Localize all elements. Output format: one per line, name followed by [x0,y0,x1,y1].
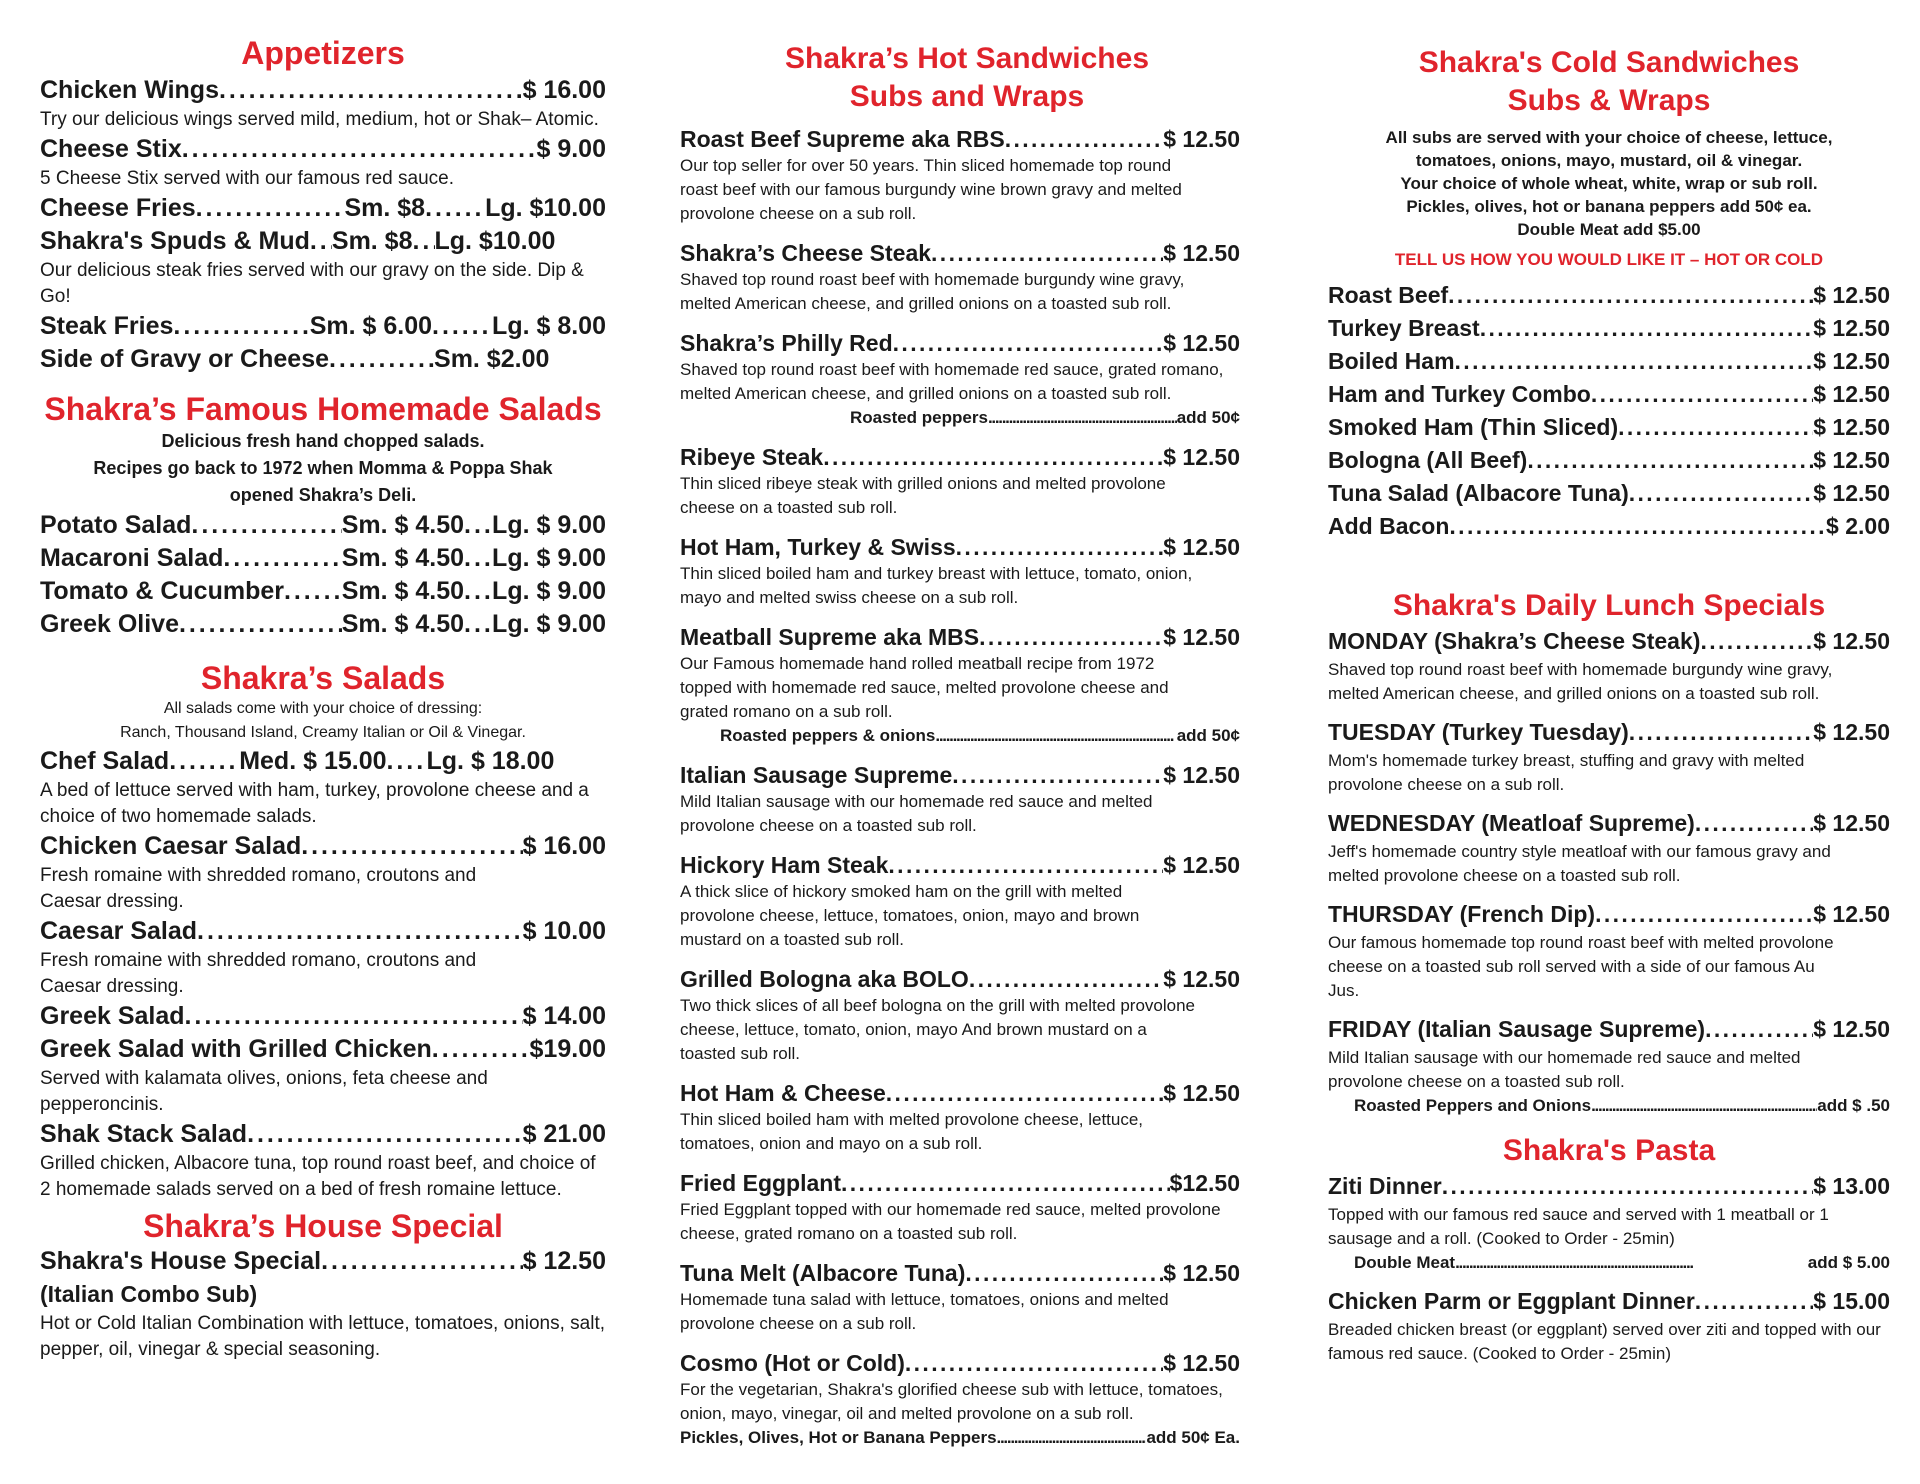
menu-item-title: Italian Sausage Supreme . . . $ 12.50 [680,760,1240,790]
hot-sandwiches-heading: Shakra’s Hot Sandwiches [784,42,1149,75]
menu-item-title: Hot Ham & Cheese . . . $ 12.50 [680,1078,1240,1108]
hot-sandwich-item [680,1168,1240,1246]
hot-sandwich-item [680,328,1240,430]
item-description: Shaved top round roast beef with homemade red sauce, grated romano, melted American cheese, and grilled onions on a toasted sub roll. [680,360,1224,403]
menu-item-greek-olive: Greek Olive . . . Sm. $ 4.50 . . . Lg. $ 9.00 [40,608,606,641]
item-description: Two thick slices of all beef bologna on the grill with melted provolone cheese, lettuce, tomato, onion, mayo And brown mustard on a toasted sub roll. [680,996,1196,1063]
cold-sandwiches-heading-line2: Subs & Wraps [1507,84,1711,117]
menu-column-middle [680,0,1254,1462]
item-description: Mild Italian sausage with our homemade red sauce and melted provolone cheese on a toasted sub roll. [1328,1048,1801,1091]
menu-item-title: THURSDAY (French Dip) . . . $ 12.50 [1328,898,1890,931]
hot-sandwich-item [680,964,1240,1066]
menu-item-steak-fries: Steak Fries . . . Sm. $ 6.00 . . . Lg. $ 8.00 [40,310,606,343]
salads-heading: Shakra’s Salads [200,660,446,696]
item-addon: Roasted Peppers and Onions . . . add $ .50 [1328,1094,1890,1118]
addon-double-meat: Double Meat . . . add $ 5.00 [1328,1251,1890,1275]
item-description: Topped with our famous red sauce and served with 1 meatball or 1 sausage and a roll. (Cooked to Order - 25min) [1328,1205,1829,1248]
item-description: Fried Eggplant topped with our homemade red sauce, melted provolone cheese, grated romano on a toasted sub roll. [680,1200,1221,1243]
menu-item-chicken-wings: Chicken Wings . . . $ 16.00 [40,74,606,107]
hot-sandwich-item [680,622,1240,748]
menu-item-cheese-fries: Cheese Fries . . . Sm. $8 . . . Lg. $10.00 [40,192,606,225]
menu-item-title: Hot Ham, Turkey & Swiss . . . $ 12.50 [680,532,1240,562]
hot-sandwich-item [680,1078,1240,1156]
item-addon: Roasted peppers & onions . . . add 50¢ [680,724,1240,748]
menu-item-chef-salad: Chef Salad . . . Med. $ 15.00 . . . Lg. $ 18.00 [40,745,606,778]
cold-note-line: Pickles, olives, hot or banana peppers add 50¢ ea. [1406,197,1812,216]
item-description: Shaved top round roast beef with homemade burgundy wine gravy, melted American cheese, and grilled onions on a toasted sub roll. [680,270,1185,313]
cold-note-line: tomatoes, onions, mayo, mustard, oil & vinegar. [1415,151,1803,170]
menu-item-cold-sandwich: Turkey Breast . . . $ 12.50 [1328,312,1890,345]
hot-sandwiches-heading-line2: Subs and Wraps [849,80,1085,113]
hot-sandwich-item [680,238,1240,316]
item-description: Fresh romaine with shredded romano, croutons and Caesar dressing. [40,865,477,912]
menu-item-cold-sandwich: Ham and Turkey Combo . . . $ 12.50 [1328,378,1890,411]
menu-column-left [40,0,606,1363]
menu-item-side-gravy: Side of Gravy or Cheese . . . Sm. $2.00 [40,343,606,376]
menu-item-title: MONDAY (Shakra’s Cheese Steak) . . . $ 12.50 [1328,625,1890,658]
cold-note-line: Double Meat add $5.00 [1517,220,1701,239]
lunch-special-item [1328,1013,1890,1118]
menu-item-tomato-cucumber: Tomato & Cucumber . . . Sm. $ 4.50 . . . Lg. $ 9.00 [40,575,606,608]
menu-item-greek-salad-chicken: Greek Salad with Grilled Chicken . . . $19.00 [40,1033,606,1066]
lunch-special-item [1328,807,1890,888]
menu-item-title: Shakra’s Philly Red . . . $ 12.50 [680,328,1240,358]
salads-note-line: Delicious fresh hand chopped salads. [161,431,485,451]
hot-sandwich-item [680,850,1240,952]
menu-item-cold-sandwich: Bologna (All Beef) . . . $ 12.50 [1328,444,1890,477]
hot-sandwich-item [680,1258,1240,1336]
item-description: Fresh romaine with shredded romano, croutons and Caesar dressing. [40,950,477,997]
item-description: Thin sliced boiled ham with melted provolone cheese, lettuce, tomatoes, onion and mayo on a sub roll. [680,1110,1144,1153]
item-description: Our famous homemade top round roast beef with melted provolone cheese on a toasted sub roll served with a side of our famous Au Jus. [1328,933,1834,1000]
item-description: A bed of lettuce served with ham, turkey, provolone cheese and a choice of two homemade salads. [40,780,589,827]
menu-item-cold-sandwich: Roast Beef . . . $ 12.50 [1328,279,1890,312]
hot-sandwich-list [680,124,1254,1450]
homemade-salads-heading: Shakra’s Famous Homemade Salads [44,391,602,427]
item-description: Served with kalamata olives, onions, feta cheese and pepperoncinis. [40,1068,488,1115]
item-description: A thick slice of hickory smoked ham on the grill with melted provolone cheese, lettuce, tomatoes, onion, mayo and brown mustard on a toasted sub roll. [680,882,1140,949]
menu-item-title: Meatball Supreme aka MBS . . . $ 12.50 [680,622,1240,652]
menu-item-title: TUESDAY (Turkey Tuesday) . . . $ 12.50 [1328,716,1890,749]
lunch-specials-heading: Shakra's Daily Lunch Specials [1392,589,1826,622]
menu-item-title: WEDNESDAY (Meatloaf Supreme) . . . $ 12.50 [1328,807,1890,840]
salads-note-line: Recipes go back to 1972 when Momma & Poppa Shak [93,458,553,478]
item-addon: Pickles, Olives, Hot or Banana Peppers . . . add 50¢ Ea. [680,1426,1240,1450]
item-description: Hot or Cold Italian Combination with lettuce, tomatoes, onions, salt, pepper, oil, vinegar & special seasoning. [40,1313,606,1360]
item-description: Thin sliced boiled ham and turkey breast with lettuce, tomato, onion, mayo and melted swiss cheese on a sub roll. [680,564,1193,607]
item-description: For the vegetarian, Shakra's glorified cheese sub with lettuce, tomatoes, onion, mayo, vinegar, oil and melted provolone on a sub roll. [680,1380,1223,1423]
cold-sandwiches-heading: Shakra's Cold Sandwiches [1418,46,1800,79]
menu-item-cheese-stix: Cheese Stix . . . $ 9.00 [40,133,606,166]
item-description: Shaved top round roast beef with homemade burgundy wine gravy, melted American cheese, and grilled onions on a toasted sub roll. [1328,660,1833,703]
menu-item-title: Roast Beef Supreme aka RBS . . . $ 12.50 [680,124,1240,154]
item-description: Breaded chicken breast (or eggplant) served over ziti and topped with our famous red sauce. (Cooked to Order - 25min) [1328,1320,1881,1363]
item-description: Grilled chicken, Albacore tuna, top round roast beef, and choice of 2 homemade salads served on a bed of fresh romaine lettuce. [40,1153,596,1200]
menu-item-potato-salad: Potato Salad . . . Sm. $ 4.50 . . . Lg. $ 9.00 [40,509,606,542]
item-description: Homemade tuna salad with lettuce, tomatoes, onions and melted provolone cheese on a sub roll. [680,1290,1169,1333]
item-description: Our delicious steak fries served with our gravy on the side. Dip & Go! [40,260,584,307]
dressing-note-line: Ranch, Thousand Island, Creamy Italian or Oil & Vinegar. [120,724,526,741]
menu-item-shak-stack-salad: Shak Stack Salad . . . $ 21.00 [40,1118,606,1151]
item-description: Try our delicious wings served mild, medium, hot or Shak– Atomic. [40,109,599,130]
menu-item-cold-sandwich: Smoked Ham (Thin Sliced) . . . $ 12.50 [1328,411,1890,444]
item-description: Thin sliced ribeye steak with grilled onions and melted provolone cheese on a toasted sub roll. [680,474,1166,517]
menu-item-title: Grilled Bologna aka BOLO . . . $ 12.50 [680,964,1240,994]
hot-sandwich-item [680,532,1240,610]
salads-note-line: opened Shakra’s Deli. [229,485,417,505]
hot-sandwich-item [680,442,1240,520]
hot-sandwich-item [680,124,1240,226]
pasta-heading: Shakra's Pasta [1502,1134,1716,1167]
menu-item-title: FRIDAY (Italian Sausage Supreme) . . . $ 12.50 [1328,1013,1890,1046]
item-description: Our Famous homemade hand rolled meatball recipe from 1972 topped with homemade red sauce, melted provolone cheese and grated romano on a sub roll. [680,654,1169,721]
menu-item-house-special: Shakra's House Special . . . $ 12.50 [40,1245,606,1278]
menu-item-spuds-and-mud: Shakra's Spuds & Mud . . . Sm. $8 . . . Lg. $10.00 [40,225,606,258]
menu-item-title: Cosmo (Hot or Cold) . . . $ 12.50 [680,1348,1240,1378]
lunch-specials-list [1328,625,1890,1118]
item-description: Our top seller for over 50 years. Thin sliced homemade top round roast beef with our famous burgundy wine brown gravy and melted provolone cheese on a sub roll. [680,156,1182,223]
cold-note-line: Your choice of whole wheat, white, wrap or sub roll. [1400,174,1818,193]
appetizers-heading: Appetizers [241,35,405,71]
hot-sandwich-item [680,1348,1240,1450]
menu-item-title: Hickory Ham Steak . . . $ 12.50 [680,850,1240,880]
hot-sandwich-item [680,760,1240,838]
menu-item-title: Ribeye Steak . . . $ 12.50 [680,442,1240,472]
menu-item-caesar-salad: Caesar Salad . . . $ 10.00 [40,915,606,948]
cold-note-line: All subs are served with your choice of cheese, lettuce, [1385,128,1833,147]
house-special-heading: Shakra’s House Special [143,1208,503,1244]
menu-item-title: Tuna Melt (Albacore Tuna) . . . $ 12.50 [680,1258,1240,1288]
lunch-special-item [1328,716,1890,797]
dressing-note-line: All salads come with your choice of dressing: [163,700,483,717]
menu-item-macaroni-salad: Macaroni Salad . . . Sm. $ 4.50 . . . Lg. $ 9.00 [40,542,606,575]
item-description: Jeff's homemade country style meatloaf with our famous gravy and melted provolone cheese on a toasted sub roll. [1328,842,1831,885]
menu-item-ziti-dinner: Ziti Dinner . . . $ 13.00 [1328,1170,1890,1203]
menu-item-greek-salad: Greek Salad . . . $ 14.00 [40,1000,606,1033]
menu-item-chicken-parm-dinner: Chicken Parm or Eggplant Dinner . . . $ 15.00 [1328,1285,1890,1318]
item-description: Mom's homemade turkey breast, stuffing and gravy with melted provolone cheese on a sub roll. [1328,751,1805,794]
menu-column-right [1328,0,1890,1366]
house-special-subtitle: (Italian Combo Sub) [40,1281,258,1307]
menu-item-title: Fried Eggplant . . . $12.50 [680,1168,1240,1198]
cold-sandwich-list [1328,279,1890,543]
lunch-special-item [1328,898,1890,1003]
menu-item-cold-sandwich: Boiled Ham . . . $ 12.50 [1328,345,1890,378]
menu-item-cold-sandwich: Add Bacon . . . $ 2.00 [1328,510,1890,543]
menu-item-chicken-caesar-salad: Chicken Caesar Salad . . . $ 16.00 [40,830,606,863]
menu-item-title: Shakra’s Cheese Steak . . . $ 12.50 [680,238,1240,268]
menu-item-cold-sandwich: Tuna Salad (Albacore Tuna) . . . $ 12.50 [1328,477,1890,510]
item-description: 5 Cheese Stix served with our famous red sauce. [40,168,454,189]
item-addon: Roasted peppers . . . add 50¢ [680,406,1240,430]
lunch-special-item [1328,625,1890,706]
item-description: Mild Italian sausage with our homemade red sauce and melted provolone cheese on a toasted sub roll. [680,792,1153,835]
hot-or-cold-note: TELL US HOW YOU WOULD LIKE IT – HOT OR COLD [1394,250,1824,269]
